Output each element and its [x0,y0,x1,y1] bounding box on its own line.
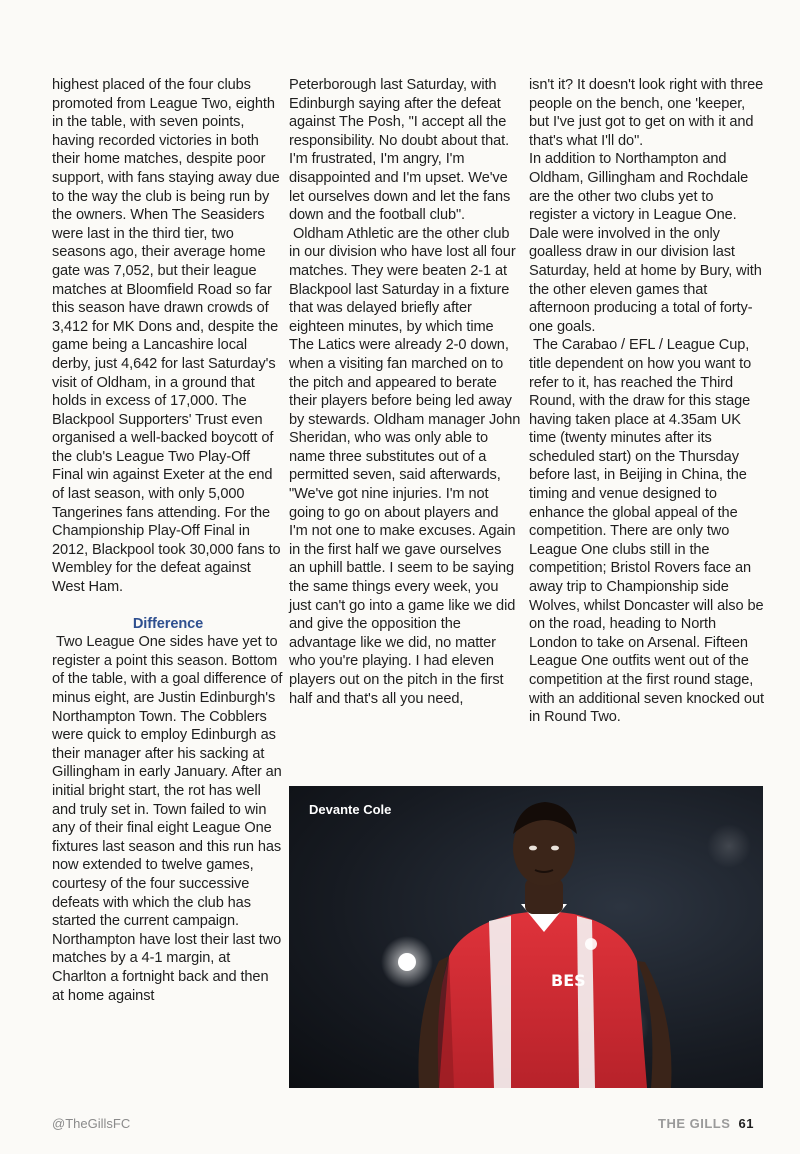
twitter-handle: @TheGillsFC [52,1116,131,1131]
column3-paragraph-3: The Carabao / EFL / League Cup, title dependent on how you want to refer to it, has reached the Third Round, with the draw for this stage having taken place at 4.35am UK time (twenty minutes after its scheduled start) on the Thursday before last, in Beijing in China, the timing and venue designed to enhance the global appeal of the competition. There are only two League One clubs still in the competition; Bristol Rovers face an away trip to Championship side Wolves, whilst Doncaster will also be on the road, heading to North London to take on Arsenal. Fifteen League One outfits went out of the competition at the first round stage, with an additional seven knocked out in Round Two. [529,337,764,726]
column3-paragraph-2: In addition to Northampton and Oldham, Gillingham and Rochdale are the other two clubs yet to register a victory in League One. Dale were involved in the only goalless draw in our division last Saturday, held at home by Bury, with the other eleven games that afternoon producing a total of forty-one goals. [529,151,762,335]
column2-paragraph-1: Peterborough last Saturday, with Edinburgh saying after the defeat against The Posh, "I accept all the responsibility. No doubt about that. I'm frustrated, I'm angry, I'm disappointed and I'm upset. We've let ourselves down and let the fans down and the football club". [289,77,511,224]
magazine-title: THE GILLS [658,1116,731,1131]
text-column-1 [52,76,284,1005]
text-column-3 [529,76,764,727]
shirt-sponsor-text: BES [551,971,586,990]
subheading-difference: Difference [132,615,204,632]
page-number: 61 [738,1116,754,1131]
column2-paragraph-2: Oldham Athletic are the other club in our division who have lost all four matches. They were beaten 2-1 at Blackpool last Saturday in a fixture that was delayed briefly after eighteen minutes, by which time The Latics were already 2-0 down, when a visiting fan marched on to the pitch and appeared to berate their players before being led away by stewards. Oldham manager John Sheridan, who was only able to name three substitutes out of a permitted seven, said afterwards, "We've got nine injuries. I'm not going to go on about players and I'm not one to make excuses. Again in the first half we gave ourselves an uphill battle. I seem to be saying the same things every week, you just can't go into a game like we did and give the opposition the advantage like we did, no matter who you're playing. I had eleven players out on the pitch in the first half and that's all you need, [289,225,521,707]
column1-paragraph-1: highest placed of the four clubs promoted from League Two, eighth in the table, with seven points, having recorded victories in both their home matches, despite poor support, with fans staying away due to the way the club is being run by the owners. When The Seasiders were last in the third tier, two seasons ago, their average home gate was 7,052, but their league matches at Bloomfield Road so far this season have drawn crowds of 3,412 for MK Dons and, despite the game being a Lancashire local derby, just 4,642 for last Saturday's visit of Oldham, in a ground that holds in excess of 17,000. The Blackpool Supporters' Trust even organised a well-backed boycott of the club's League Two Play-Off Final win against Exeter at the end of last season, with only 5,000 Tangerines fans attending. For the Championship Play-Off Final in 2012, Blackpool took 30,000 fans to Wembley for the defeat against West Ham. [52,77,281,596]
player-photo-illustration [289,786,763,1088]
player-photo [289,786,763,1088]
column1-paragraph-2: Two League One sides have yet to register a point this season. Bottom of the table, with a goal difference of minus eight, are Justin Edinburgh's Northampton Town. The Cobblers were quick to employ Edinburgh as their manager after his sacking at Gillingham in early January. After an initial bright start, the rot has well and truly set in. Town failed to win any of their final eight League One fixtures last season and this run has now extended to twelve games, courtesy of the four successive defeats with which the club has started the current campaign. Northampton have lost their last two matches by a 4-1 margin, at Charlton a fortnight back and then at home against [52,634,283,1004]
text-column-2 [289,76,521,708]
page-footer [658,1116,754,1131]
photo-caption: Devante Cole [309,802,392,817]
column3-paragraph-1: isn't it? It doesn't look right with three people on the bench, one 'keeper, but I've just got to get on with it and that's what I'll do". [529,77,764,149]
